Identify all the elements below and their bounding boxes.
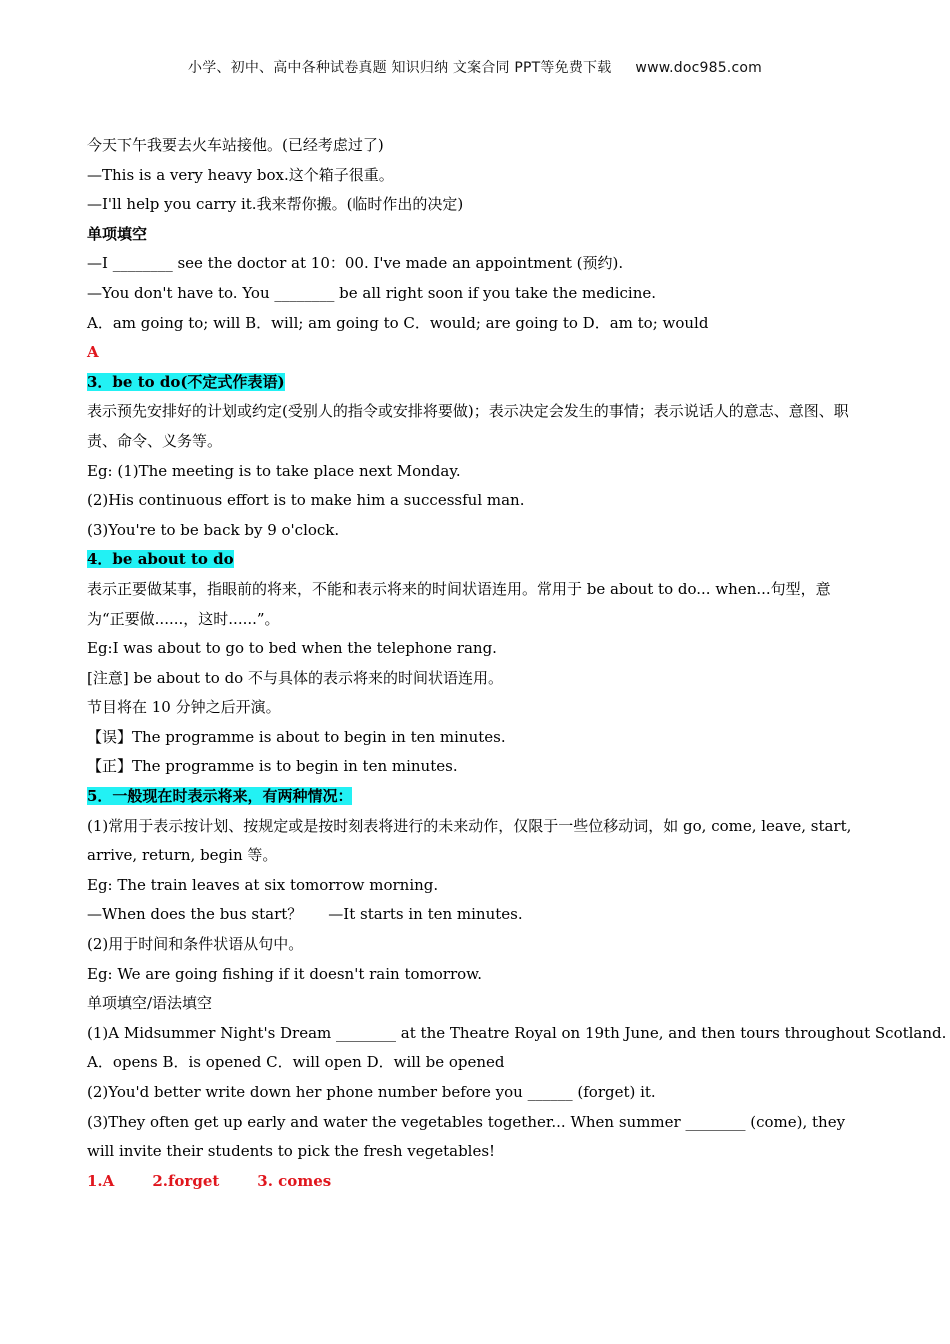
answer-options: A．opens B．is opened C．will open D．will be opened xyxy=(87,1053,505,1072)
answer-1: 1.A xyxy=(87,1171,115,1190)
example-line: Eg: We are going fishing if it doesn't rain tomorrow. xyxy=(87,964,482,983)
section-label: 单项填空/语法填空 xyxy=(87,994,213,1013)
paragraph: (1)常用于表示按计划、按规定或是按时刻表将进行的未来动作，仅限于一些位移动词，如 go, come, leave, start, arrive, return, begin 等。 xyxy=(87,816,852,865)
answer-keys xyxy=(87,1167,867,1197)
page-header xyxy=(0,57,950,77)
wrong-example: 【误】The programme is about to begin in ten minutes. xyxy=(87,727,506,746)
note-line: [注意] be about to do 不与具体的表示将来的时间状语连用。 xyxy=(87,668,503,687)
section-heading-present-simple: 5．一般现在时表示将来，有两种情况： xyxy=(87,787,353,806)
question-line: (1)A Midsummer Night's Dream ________ at the Theatre Royal on 19th June, and then tours throughout Scotland. xyxy=(87,1023,947,1042)
dialogue-answer: —It starts in ten minutes. xyxy=(328,905,523,924)
answer-2: 2.forget xyxy=(152,1171,220,1190)
answer-options: A．am going to; will B．will; am going to C．would; are going to D．am to; would xyxy=(87,313,709,332)
example-line: (3)You're to be back by 9 o'clock. xyxy=(87,520,340,539)
question-line: —I ________ see the doctor at 10：00. I've made an appointment (预约). xyxy=(87,254,624,273)
correct-example: 【正】The programme is to begin in ten minutes. xyxy=(87,757,458,776)
section-heading-be-to-do: 3．be to do(不定式作表语) xyxy=(87,372,285,391)
example-line: (2)His continuous effort is to make him a successful man. xyxy=(87,491,525,510)
paragraph: 表示预先安排好的计划或约定(受别人的指令或安排将要做)；表示决定会发生的事情；表示说话人的意志、意图、职责、命令、义务等。 xyxy=(87,402,849,450)
text-line: —I'll help you carry it.我来帮你搬。(临时作出的决定) xyxy=(87,195,464,214)
answer-3: 3. comes xyxy=(257,1171,332,1190)
example-line: Eg: (1)The meeting is to take place next Monday. xyxy=(87,461,461,480)
paragraph: 表示正要做某事，指眼前的将来，不能和表示将来的时间状语连用。常用于 be about to do... when...句型，意为“正要做......，这时......”。 xyxy=(87,579,831,628)
section-heading-be-about-to-do: 4．be about to do xyxy=(87,550,234,569)
question-line: —You don't have to. You ________ be all right soon if you take the medicine. xyxy=(87,283,657,302)
dialogue-question: —When does the bus start？ xyxy=(87,905,303,924)
answer-key: A xyxy=(87,343,99,362)
section-label: 单项填空 xyxy=(87,224,148,243)
question-line: (3)They often get up early and water the vegetables together... When summer ________ (come), they will invite their students to pick the fresh vegetables! xyxy=(87,1112,846,1161)
example-line: Eg:I was about to go to bed when the telephone rang. xyxy=(87,639,497,658)
document-body xyxy=(87,131,947,1196)
header-text: 小学、初中、高中各种试卷真题 知识归纳 文案合同 PPT等免费下载 xyxy=(188,60,612,76)
header-url[interactable]: www.doc985.com xyxy=(635,60,762,76)
dialogue-line xyxy=(87,900,867,930)
example-line: Eg: The train leaves at six tomorrow morning. xyxy=(87,875,439,894)
text-line: 节目将在 10 分钟之后开演。 xyxy=(87,698,281,717)
question-line: (2)You'd better write down her phone number before you ______ (forget) it. xyxy=(87,1083,656,1101)
text-line: 今天下午我要去火车站接他。(已经考虑过了) xyxy=(87,136,384,154)
text-line: (2)用于时间和条件状语从句中。 xyxy=(87,935,304,954)
text-line: —This is a very heavy box.这个箱子很重。 xyxy=(87,165,394,184)
